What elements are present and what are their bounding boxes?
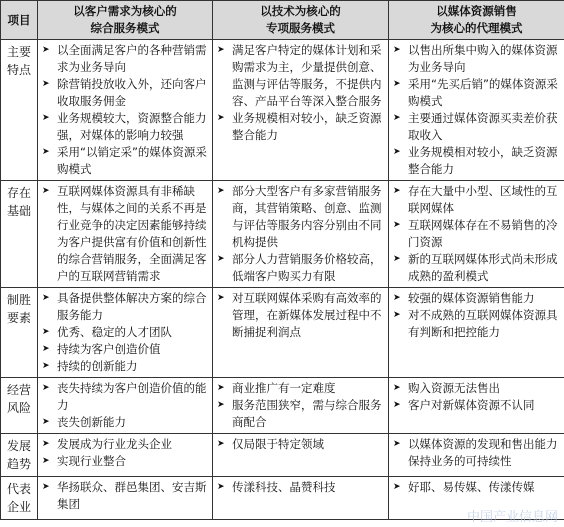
list-item-text: 优秀、稳定的人才团队: [57, 325, 172, 339]
list-item-text: 好耶、易传媒、传漾传媒: [408, 480, 535, 494]
list-item: [217, 380, 385, 397]
bullet-list: [42, 436, 209, 470]
list-item: [393, 290, 561, 307]
list-item: [393, 380, 561, 397]
table-cell: [38, 40, 213, 181]
bullet-arrow-icon: ➤: [42, 79, 50, 89]
list-item-text: 商业推广有一定难度: [232, 381, 336, 395]
bullet-arrow-icon: ➤: [393, 439, 401, 449]
bullet-list: [42, 380, 209, 431]
list-item-text: 客户对新媒体资源不认同: [408, 398, 535, 412]
bullet-arrow-icon: ➤: [393, 482, 401, 492]
list-item-text: 服务范围狭窄，需与综合服务商配合: [232, 398, 382, 429]
list-item-text: 华扬联众、群邑集团、安吉斯集团: [57, 480, 207, 511]
list-item: [217, 397, 385, 431]
table-cell: [38, 434, 213, 477]
bullet-arrow-icon: ➤: [42, 344, 50, 354]
bullet-list: [393, 436, 561, 470]
bullet-arrow-icon: ➤: [393, 220, 401, 230]
table-cell: [389, 288, 564, 378]
list-item: [393, 397, 561, 414]
list-item: [42, 436, 209, 453]
bullet-list: [217, 42, 385, 144]
table-cell: [213, 181, 389, 288]
header-row: [1, 1, 564, 40]
bullet-arrow-icon: ➤: [42, 186, 50, 196]
list-item: [217, 110, 385, 144]
bullet-arrow-icon: ➤: [42, 113, 50, 123]
bullet-list: [217, 436, 385, 453]
list-item-text: 业务规模相对较小，缺乏资源整合能力: [408, 145, 558, 176]
list-item: [42, 110, 209, 144]
row-label: 代表 企业: [1, 477, 38, 520]
list-item: [217, 183, 385, 251]
list-item-text: 仅局限于特定领域: [232, 437, 324, 451]
list-item: [42, 479, 209, 513]
table-cell: [213, 40, 389, 181]
bullet-arrow-icon: ➤: [217, 400, 225, 410]
row-label: 存在 基础: [1, 181, 38, 288]
list-item-text: 满足客户特定的媒体计划和采购需求为主，少量提供创意、监测与评估等服务，不提供内容、产品平台等深入整合服务: [232, 43, 382, 108]
bullet-list: [393, 183, 561, 285]
bullet-arrow-icon: ➤: [42, 456, 50, 466]
list-item-text: 发展成为行业龙头企业: [57, 437, 172, 451]
bullet-arrow-icon: ➤: [42, 147, 50, 157]
bullet-arrow-icon: ➤: [217, 254, 225, 264]
list-item: [42, 324, 209, 341]
row-label: 主要 特点: [1, 40, 38, 181]
list-item-text: 部分人力营销服务价格较高，低端客户购买力有限: [232, 252, 382, 283]
list-item: [42, 144, 209, 178]
list-item-text: 以全面满足客户的各种营销需求为业务导向: [57, 43, 207, 74]
bullet-arrow-icon: ➤: [217, 383, 225, 393]
list-item-text: 对不成熟的互联网媒体资源具有判断和把控能力: [408, 308, 558, 339]
list-item: [393, 110, 561, 144]
bullet-list: [393, 380, 561, 414]
bullet-list: [217, 290, 385, 341]
bullet-arrow-icon: ➤: [393, 310, 401, 320]
table-row-trends: [1, 434, 564, 477]
bullet-arrow-icon: ➤: [393, 147, 401, 157]
bullet-list: [393, 479, 561, 496]
header-media-agency: 以媒体资源销售 为核心的代理模式: [389, 1, 564, 40]
list-item: [217, 251, 385, 285]
table-cell: [38, 477, 213, 520]
list-item: [393, 436, 561, 470]
list-item: [42, 76, 209, 110]
list-item-text: 除营销投放收入外，还向客户收取服务佣金: [57, 77, 207, 108]
bullet-arrow-icon: ➤: [217, 293, 225, 303]
bullet-list: [42, 183, 209, 285]
table-cell: [213, 434, 389, 477]
list-item: [393, 183, 561, 217]
table-body: [1, 40, 564, 520]
header-item: 项目: [1, 1, 38, 40]
list-item: [42, 290, 209, 324]
table-cell: [38, 288, 213, 378]
bullet-arrow-icon: ➤: [393, 383, 401, 393]
table-row-success-factors: [1, 288, 564, 378]
list-item-text: 以媒体资源的发现和售出能力保持业务的可持续性: [408, 437, 558, 468]
list-item: [42, 380, 209, 414]
list-item-text: 实现行业整合: [57, 454, 126, 468]
table-cell: [389, 434, 564, 477]
row-label: 经营 风险: [1, 378, 38, 434]
list-item-text: 丧失创新能力: [57, 415, 126, 429]
list-item: [42, 453, 209, 470]
list-item: [393, 217, 561, 251]
list-item-text: 持续的创新能力: [57, 359, 138, 373]
bullet-arrow-icon: ➤: [42, 45, 50, 55]
list-item-text: 互联网媒体存在不易销售的冷门资源: [408, 218, 558, 249]
list-item: [42, 42, 209, 76]
table-cell: [213, 288, 389, 378]
header-client-centric: 以客户需求为核心的 综合服务模式: [38, 1, 213, 40]
list-item-text: 存在大量中小型、区域性的互联网媒体: [408, 184, 558, 215]
bullet-list: [217, 479, 385, 496]
table-cell: [38, 181, 213, 288]
table-cell: [213, 378, 389, 434]
bullet-list: [393, 290, 561, 341]
table-cell: [389, 40, 564, 181]
bullet-arrow-icon: ➤: [42, 361, 50, 371]
list-item-text: 主要通过媒体资源买卖差价获取收入: [408, 111, 558, 142]
bullet-arrow-icon: ➤: [393, 293, 401, 303]
bullet-arrow-icon: ➤: [393, 113, 401, 123]
list-item-text: 购入资源无法售出: [408, 381, 500, 395]
list-item-text: 传漾科技、晶赞科技: [232, 480, 336, 494]
list-item-text: 业务规模相对较小，缺乏资源整合能力: [232, 111, 382, 142]
bullet-arrow-icon: ➤: [42, 439, 50, 449]
list-item: [393, 144, 561, 178]
list-item-text: 采用“先买后销”的媒体资源采购模式: [408, 77, 558, 108]
table-row-features: [1, 40, 564, 181]
table-row-risks: [1, 378, 564, 434]
list-item: [393, 76, 561, 110]
bullet-arrow-icon: ➤: [42, 417, 50, 427]
bullet-list: [217, 183, 385, 285]
bullet-arrow-icon: ➤: [42, 327, 50, 337]
bullet-list: [42, 42, 209, 178]
list-item-text: 较强的媒体资源销售能力: [408, 291, 535, 305]
bullet-arrow-icon: ➤: [217, 45, 225, 55]
list-item: [393, 251, 561, 285]
list-item: [217, 436, 385, 453]
bullet-arrow-icon: ➤: [217, 439, 225, 449]
bullet-list: [42, 479, 209, 513]
bullet-arrow-icon: ➤: [393, 45, 401, 55]
bullet-arrow-icon: ➤: [393, 186, 401, 196]
bullet-arrow-icon: ➤: [42, 383, 50, 393]
list-item: [42, 414, 209, 431]
list-item: [393, 479, 561, 496]
table-cell: [38, 378, 213, 434]
bullet-arrow-icon: ➤: [217, 186, 225, 196]
list-item-text: 具备提供整体解决方案的综合服务能力: [57, 291, 207, 322]
bullet-arrow-icon: ➤: [393, 400, 401, 410]
bullet-arrow-icon: ➤: [42, 482, 50, 492]
list-item-text: 业务规模较大，资源整合能力强，对媒体的影响力较强: [57, 111, 207, 142]
list-item-text: 持续为客户创造价值: [57, 342, 161, 356]
table-cell: [389, 181, 564, 288]
row-label: 发展 趋势: [1, 434, 38, 477]
list-item-text: 部分大型客户有多家营销服务商，其营销策略、创意、监测与评估等服务内容分别由不同机构提供: [232, 184, 382, 249]
bullet-arrow-icon: ➤: [393, 254, 401, 264]
row-label: 制胜 要素: [1, 288, 38, 378]
watermark: 中国产业信息网: [466, 510, 558, 525]
table-cell: [389, 378, 564, 434]
list-item-text: 丧失持续为客户创造价值的能力: [57, 381, 207, 412]
table-row-foundation: [1, 181, 564, 288]
bullet-arrow-icon: ➤: [393, 79, 401, 89]
list-item: [42, 183, 209, 285]
table-cell: [213, 477, 389, 520]
bullet-list: [42, 290, 209, 375]
bullet-arrow-icon: ➤: [217, 113, 225, 123]
bullet-list: [393, 42, 561, 178]
list-item: [42, 358, 209, 375]
list-item: [42, 341, 209, 358]
bullet-list: [217, 380, 385, 431]
list-item-text: 以售出所集中购入的媒体资源为业务导向: [408, 43, 558, 74]
list-item: [393, 307, 561, 341]
list-item: [393, 42, 561, 76]
list-item-text: 新的互联网媒体形式尚未形成成熟的盈利模式: [408, 252, 558, 283]
list-item-text: 对互联网媒体采购有高效率的管理，在新媒体发展过程中不断捕捉利润点: [232, 291, 382, 339]
list-item: [217, 42, 385, 110]
list-item-text: 采用“以销定采”的媒体资源采购模式: [57, 145, 207, 176]
bullet-arrow-icon: ➤: [42, 293, 50, 303]
header-tech-centric: 以技术为核心的 专项服务模式: [213, 1, 389, 40]
bullet-arrow-icon: ➤: [217, 482, 225, 492]
list-item: [217, 479, 385, 496]
list-item: [217, 290, 385, 341]
list-item-text: 互联网媒体资源具有非稀缺性，与媒体之间的关系不再是行业竞争的决定因素能够持续为客户提供富有价值和创新性的综合营销服务，全面满足客户的互联网营销需求: [57, 184, 207, 283]
